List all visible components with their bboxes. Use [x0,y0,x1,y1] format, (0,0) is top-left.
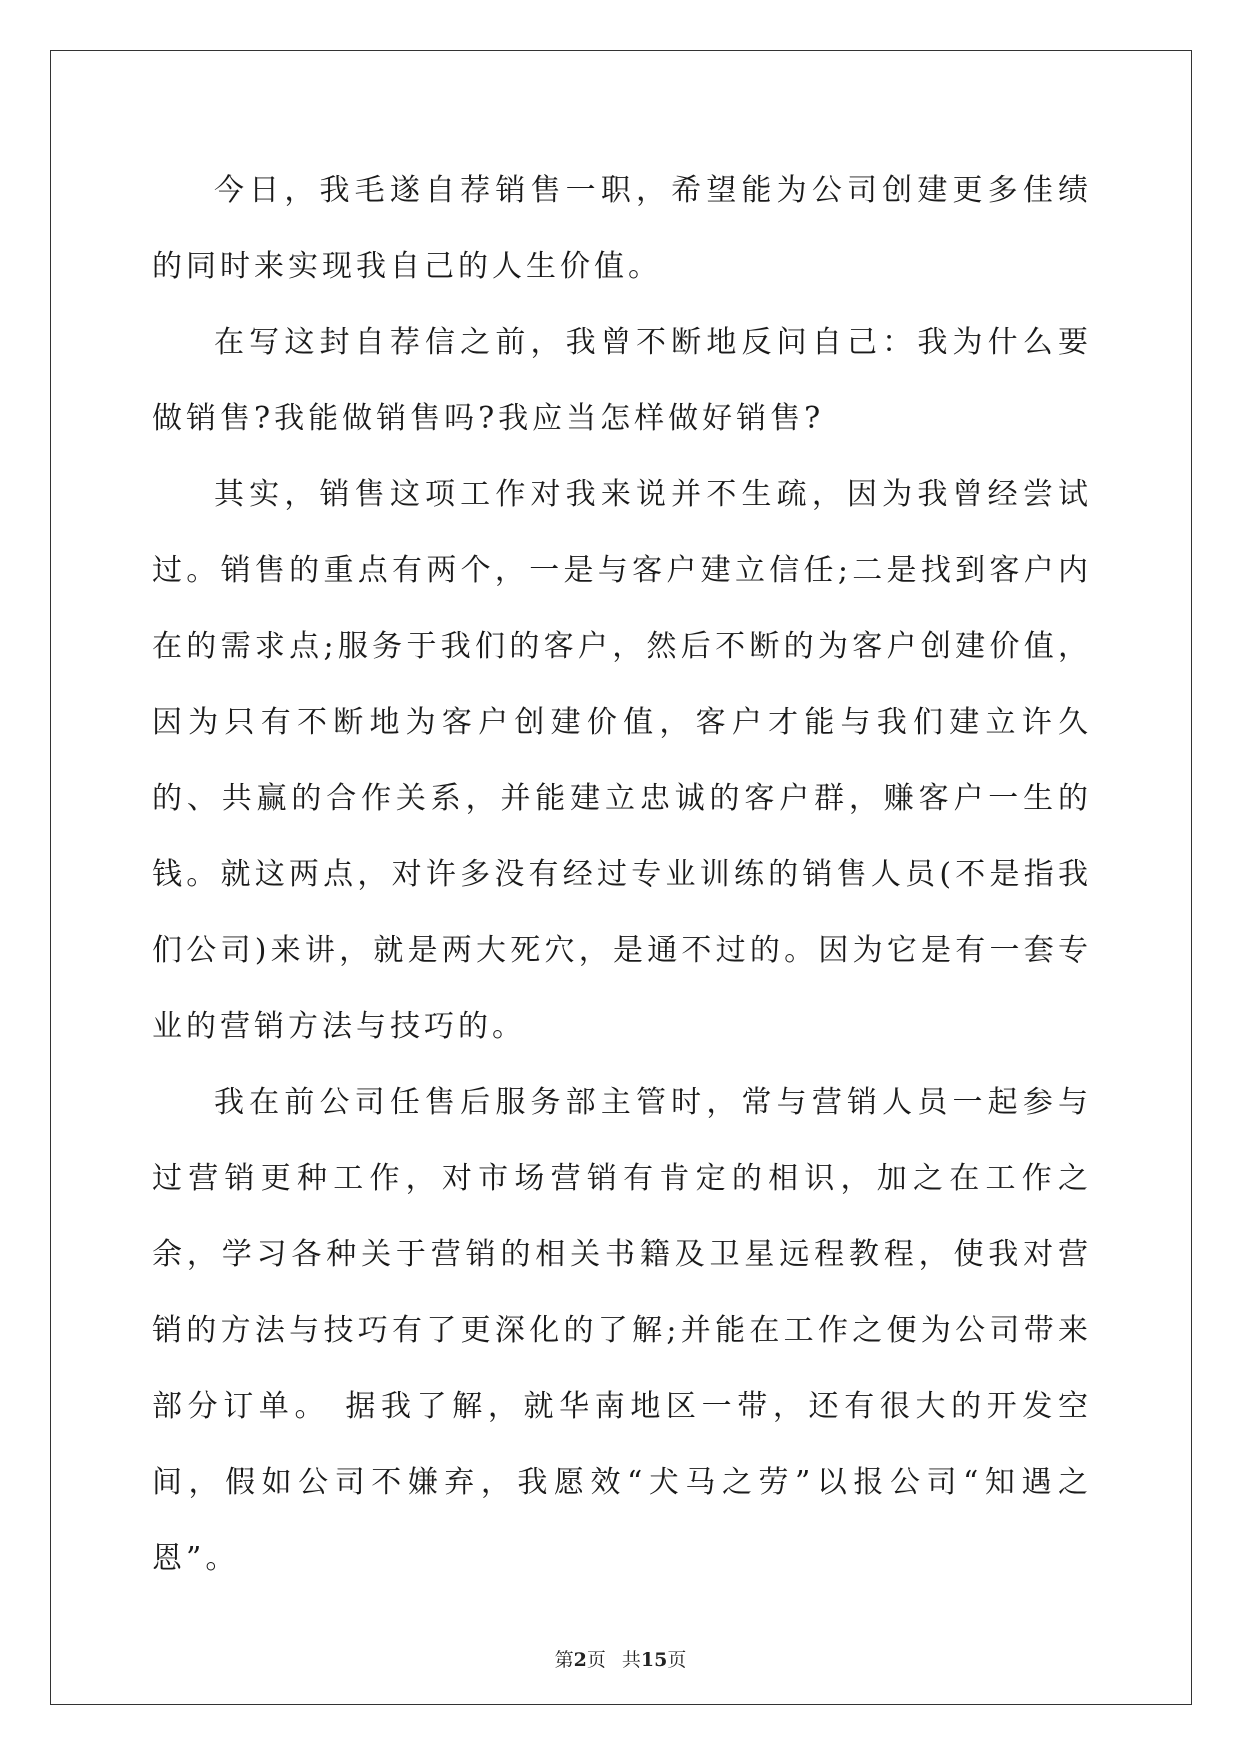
paragraph-2: 在写这封自荐信之前，我曾不断地反问自己：我为什么要做销售?我能做销售吗?我应当怎样做好销售? [152,325,1092,436]
total-suffix: 页 [667,1649,687,1671]
paragraph-1: 今日，我毛遂自荐销售一职，希望能为公司创建更多佳绩的同时来实现我自己的人生价值。 [152,173,1092,284]
total-prefix: 共 [621,1649,641,1671]
page-current: 2 [573,1649,587,1671]
page-prefix: 第 [554,1649,574,1671]
page-total: 15 [640,1649,668,1671]
paragraph-3: 其实，销售这项工作对我来说并不生疏，因为我曾经尝试过。销售的重点有两个，一是与客户建立信任;二是找到客户内在的需求点;服务于我们的客户，然后不断的为客户创建价值，因为只有不断地为客户创建价值，客户才能与我们建立许久的、共赢的合作关系，并能建立忠诚的客户群，赚客户一生的钱。就这两点，对许多没有经过专业训练的销售人员(不是指我们公司)来讲，就是两大死穴，是通不过的。因为它是有一套专业的营销方法与技巧的。 [152,477,1092,1044]
paragraph-4: 我在前公司任售后服务部主管时，常与营销人员一起参与过营销更种工作，对市场营销有肯定的相识，加之在工作之余，学习各种关于营销的相关书籍及卫星远程教程，使我对营销的方法与技巧有了更深化的了解;并能在工作之便为公司带来部分订单。 据我了解，就华南地区一带，还有很大的开发空间，假如公司不嫌弃，我愿效“犬马之劳”以报公司“知遇之恩”。 [152,1085,1092,1576]
page-footer [0,1648,1241,1672]
document-body [152,153,1092,1597]
page-suffix: 页 [586,1649,606,1671]
